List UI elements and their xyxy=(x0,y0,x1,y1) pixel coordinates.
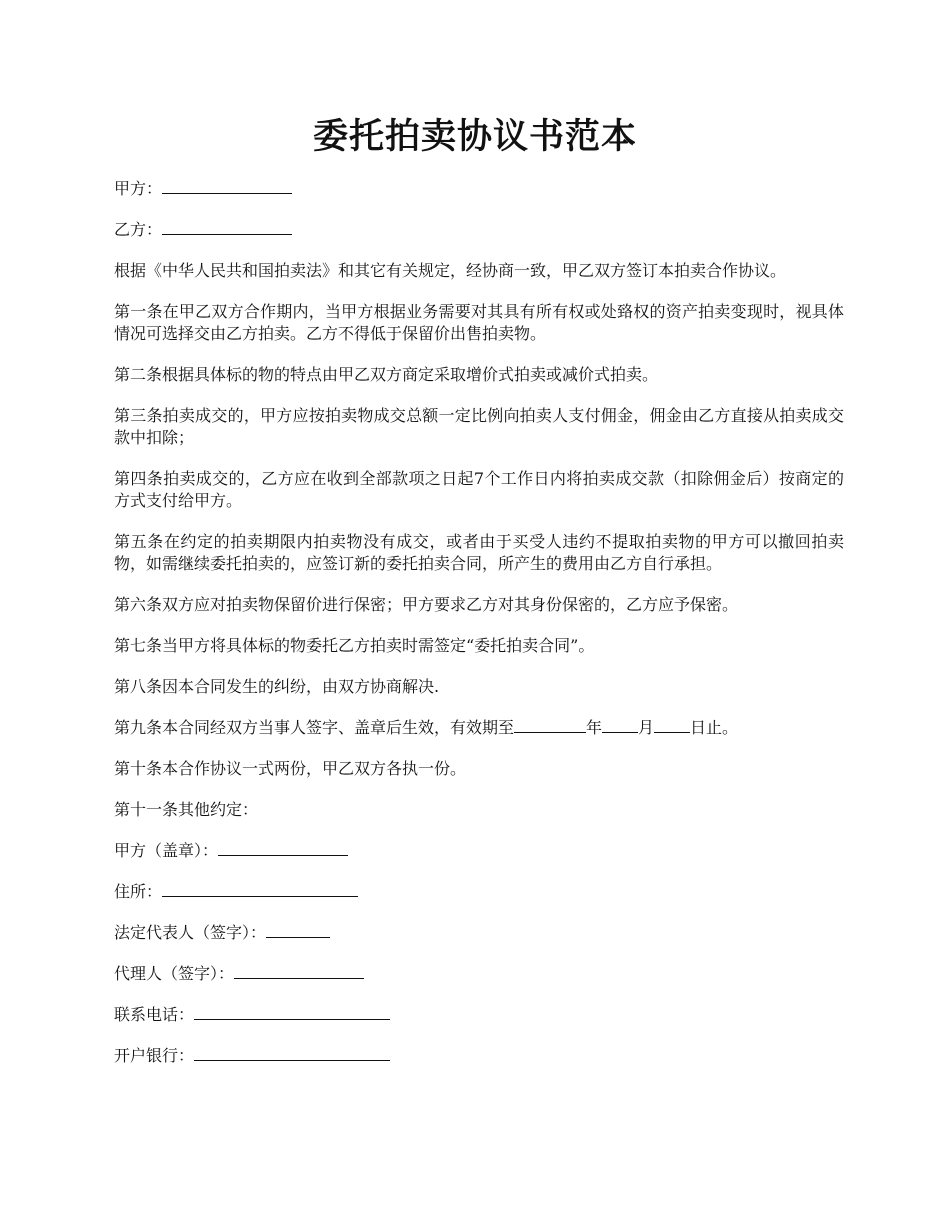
article-2: 第二条根据具体标的物的特点由甲乙双方商定采取增价式拍卖或减价式拍卖。 xyxy=(114,365,659,384)
agent-label: 代理人（签字）： xyxy=(114,964,235,983)
agent-line xyxy=(114,963,844,985)
bank-blank xyxy=(194,1045,390,1061)
document-body xyxy=(114,178,844,1086)
expiry-day-blank xyxy=(654,717,690,733)
intro-paragraph: 根据《中华人民共和国拍卖法》和其它有关规定，经协商一致，甲乙双方签订本拍卖合作协议。 xyxy=(114,261,787,280)
expiry-month-blank xyxy=(602,717,638,733)
expiry-year-blank xyxy=(514,717,586,733)
article-3: 第三条拍卖成交的，甲方应按拍卖物成交总额一定比例向拍卖人支付佣金，佣金由乙方直接从拍卖成交款中扣除； xyxy=(114,406,844,447)
address-blank xyxy=(162,881,358,897)
phone-blank xyxy=(194,1004,390,1020)
article-8: 第八条因本合同发生的纠纷，由双方协商解决. xyxy=(114,677,440,696)
article-10: 第十条本合作协议一式两份，甲乙双方各执一份。 xyxy=(114,759,467,778)
address-label: 住所： xyxy=(114,882,163,901)
address-line xyxy=(114,881,844,903)
legal-rep-label: 法定代表人（签字）： xyxy=(114,923,267,942)
party-b-line xyxy=(114,219,844,241)
party-b-blank xyxy=(162,219,292,235)
party-a-line xyxy=(114,178,844,200)
article-9-text: 第九条本合同经双方当事人签字、盖章后生效，有效期至 xyxy=(114,718,515,737)
party-a-blank xyxy=(162,178,292,194)
article-9 xyxy=(114,717,844,739)
phone-line xyxy=(114,1004,844,1026)
legal-rep-line xyxy=(114,922,844,944)
article-4: 第四条拍卖成交的，乙方应在收到全部款项之日起7个工作日内将拍卖成交款（扣除佣金后）按商定的方式支付给甲方。 xyxy=(114,469,844,510)
seal-label: 甲方（盖章）： xyxy=(114,841,219,860)
agent-blank xyxy=(234,963,364,979)
year-label: 年 xyxy=(586,718,603,737)
month-label: 月 xyxy=(638,718,655,737)
party-a-label: 甲方： xyxy=(114,179,163,198)
bank-line xyxy=(114,1045,844,1067)
document-title: 委托拍卖协议书范本 xyxy=(312,116,637,157)
bank-label: 开户银行： xyxy=(114,1046,195,1065)
phone-label: 联系电话： xyxy=(114,1005,195,1024)
day-suffix: 日止。 xyxy=(690,718,739,737)
article-1: 第一条在甲乙双方合作期内，当甲方根据业务需要对其具有所有权或处臵权的资产拍卖变现时，视具体情况可选择交由乙方拍卖。乙方不得低于保留价出售拍卖物。 xyxy=(114,302,844,343)
seal-line xyxy=(114,840,844,862)
article-6: 第六条双方应对拍卖物保留价进行保密；甲方要求乙方对其身份保密的，乙方应予保密。 xyxy=(114,595,739,614)
legal-rep-blank xyxy=(266,922,330,938)
seal-blank xyxy=(218,840,348,856)
article-11: 第十一条其他约定： xyxy=(114,800,259,819)
party-b-label: 乙方： xyxy=(114,220,163,239)
article-5: 第五条在约定的拍卖期限内拍卖物没有成交，或者由于买受人违约不提取拍卖物的甲方可以撤回拍卖物，如需继续委托拍卖的，应签订新的委托拍卖合同，所产生的费用由乙方自行承担。 xyxy=(114,532,844,573)
article-7: 第七条当甲方将具体标的物委托乙方拍卖时需签定“委托拍卖合同”。 xyxy=(114,636,595,655)
